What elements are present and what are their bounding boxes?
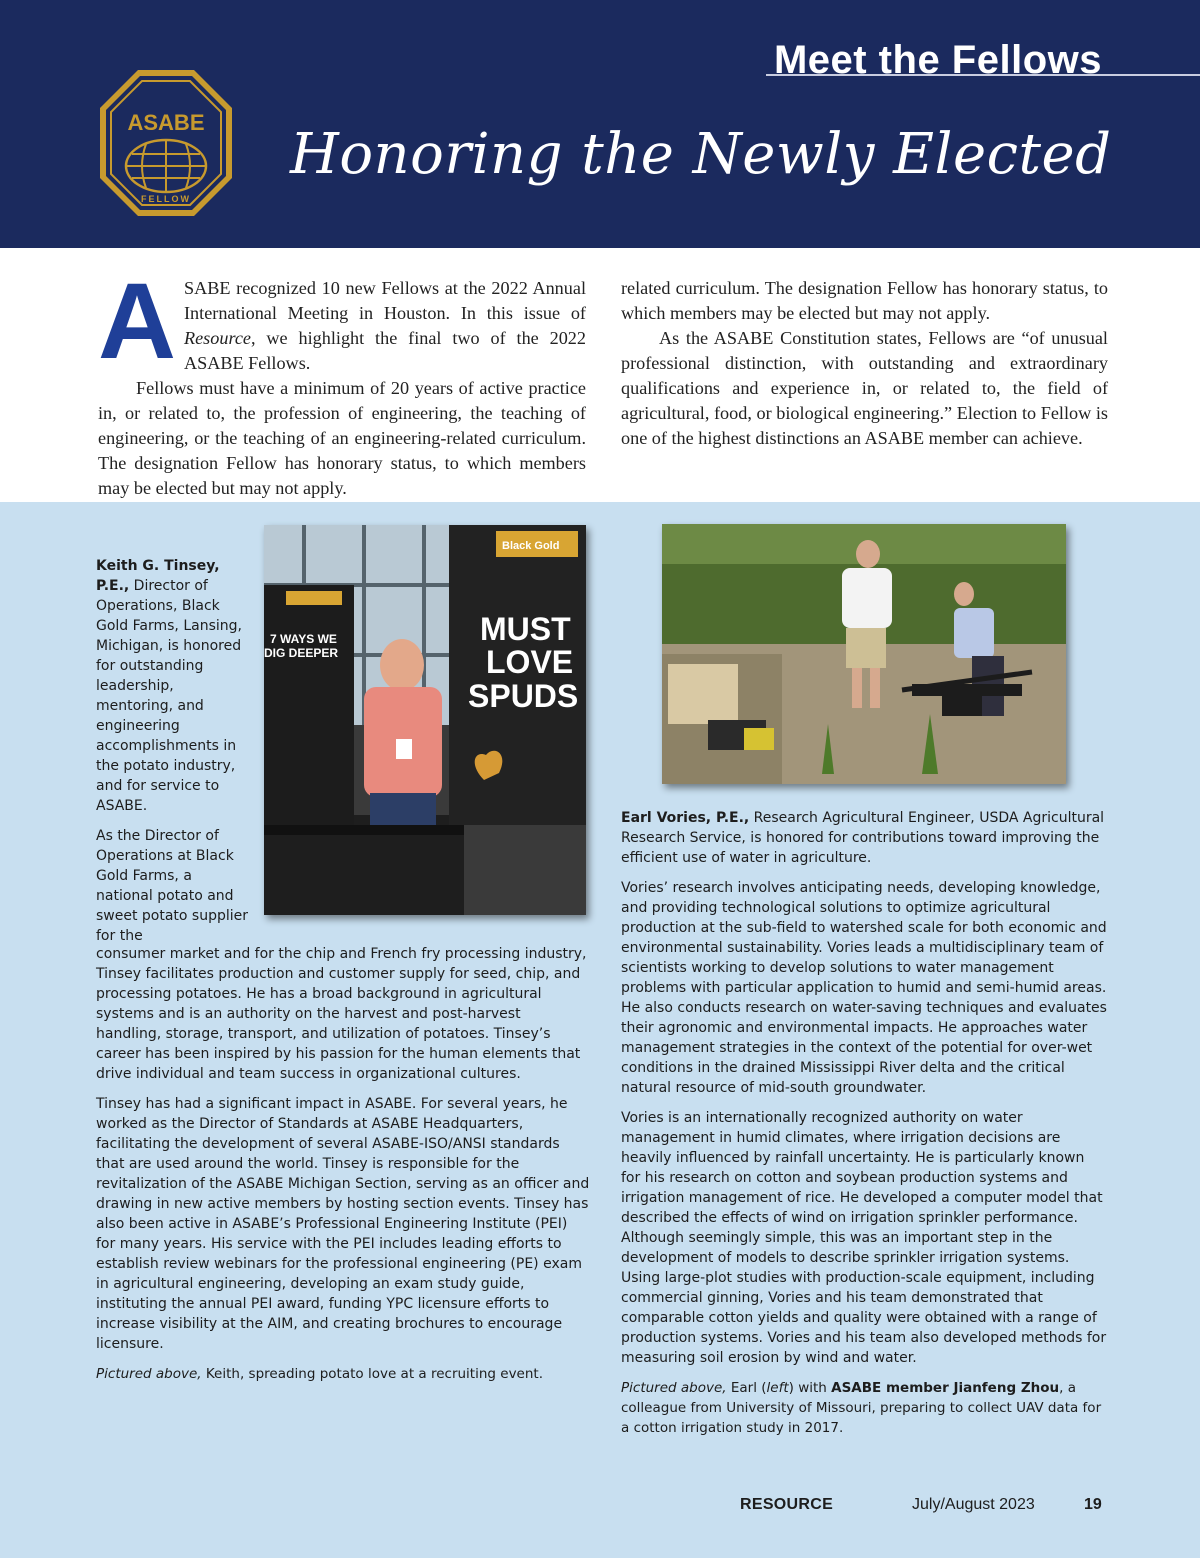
intro-paragraph-1: ASABE recognized 10 new Fellows at the 2022 Annual International Meeting in Houston. In this issue of Resource, we highlight the final two of the 2022 ASABE Fellows. xyxy=(98,260,586,381)
header-banner xyxy=(0,0,1200,248)
svg-text:DIG DEEPER: DIG DEEPER xyxy=(264,646,339,660)
asabe-fellow-logo xyxy=(98,68,234,218)
vories-paragraph-2: Vories’ research involves anticipating needs, developing knowledge, and providing technological solutions to optimize agricultural production at the sub-field to watershed scale for both economic and environmental sustainability. Vories leads a multidisciplinary team of scientists working to develop solutions to water management problems with particular application to humid and semi-humid areas. He also conducts research on water-saving techniques and evaluates their agronomic and environmental impacts. He approaches water management strategies in the context of the potential for over-wet conditions in the drained Mississippi River delta and the critical natural resource of mid-south groundwater. xyxy=(621,880,1107,1096)
footer-magazine-name: RESOURCE xyxy=(740,1496,834,1513)
tinsey-paragraph-2-end: consumer market and for the chip and French fry processing industry, Tinsey facilitates production and customer supply for seed, chip, and processing potatoes. He has a broad background in agricultural systems and is an authority on the harvest and post-harvest handling, storage, transport, and utilization of potatoes. Tinsey’s career has been inspired by his passion for the human elements that drive individual and team success in organizational cultures. xyxy=(96,946,587,1082)
intro-paragraph-2-cont: related curriculum. The designation Fellow has honorary status, to which members may be elected but may not apply. xyxy=(621,278,1108,323)
tinsey-intro-column xyxy=(96,556,252,956)
intro-left-column xyxy=(98,260,586,498)
tinsey-photo xyxy=(264,525,586,915)
tinsey-photo-caption: Pictured above, Keith, spreading potato love at a recruiting event. xyxy=(96,1366,544,1382)
tinsey-paragraph-3: Tinsey has had a significant impact in ASABE. For several years, he worked as the Director of Standards at ASABE Headquarters, facilitating the development of several ASABE-ISO/ANSI standards that are used around the world. Tinsey is responsible for the revitalization of the ASABE Michigan Section, serving as an officer and drawing in new active members by hosting section events. Tinsey has also been active in ASABE’s Professional Engineering Institute (PEI) for many years. His service with the PEI includes leading efforts to establish review webinars for the professional engineering (PE) exam in agricultural engineering, developing an exam study guide, instituting the annual PEI award, funding YPC licensure efforts to increase visibility at the AIM, and creating brochures to encourage licensure. xyxy=(96,1096,590,1352)
vories-column xyxy=(621,808,1107,1448)
svg-text:7 WAYS WE: 7 WAYS WE xyxy=(270,632,337,646)
badge-bottom-text: FELLOW xyxy=(141,194,191,204)
footer-issue-date: July/August 2023 xyxy=(912,1496,1035,1513)
intro-right-column xyxy=(621,276,1108,451)
vories-photo-caption: Pictured above, Earl (left) with ASABE member Jianfeng Zhou, a colleague from University of Missouri, preparing to collect UAV data for a cotton irrigation study in 2017. xyxy=(621,1380,1102,1436)
intro-paragraph-3: As the ASABE Constitution states, Fellows are “of unusual professional distinction, with outstanding and extraordinary qualifications and experience in, or related to, the field of agricultural, food, or biological engineering.” Election to Fellow is one of the highest distinctions an ASABE member can achieve. xyxy=(621,328,1108,448)
footer-page-number: 19 xyxy=(1084,1496,1102,1513)
page-headline: Honoring the Newly Elected xyxy=(290,122,1112,187)
tinsey-paragraph-1: Keith G. Tinsey, P.E., Director of Operations, Black Gold Farms, Lansing, Michigan, is honored for outstanding leadership, mentoring, and engineering accomplishments in the potato industry, and for service to ASABE. xyxy=(96,558,242,814)
svg-text:Black Gold: Black Gold xyxy=(502,540,560,552)
vories-photo xyxy=(662,524,1066,784)
svg-text:LOVE: LOVE xyxy=(486,644,574,680)
svg-text:SPUDS: SPUDS xyxy=(468,678,579,714)
badge-top-text: ASABE xyxy=(127,110,205,135)
intro-paragraph-2: Fellows must have a minimum of 20 years of active practice in, or related to, the profession of engineering, the teaching of engineering, or the teaching of an engineering-related curriculum. The designation Fellow has honorary status, to which members may be elected but may not apply. xyxy=(98,378,586,498)
vories-paragraph-1: Earl Vories, P.E., Research Agricultural Engineer, USDA Agricultural Research Service, is honored for contributions toward improving the efficient use of water in agriculture. xyxy=(621,810,1105,866)
drop-cap: A xyxy=(98,260,176,381)
svg-text:MUST: MUST xyxy=(480,611,571,647)
tinsey-body-column xyxy=(96,944,590,1394)
vories-paragraph-3: Vories is an internationally recognized authority on water management in humid climates, where irrigation decisions are heavily influenced by rainfall uncertainty. He is particularly known for his research on cotton and soybean production systems and irrigation management of rice. He developed a computer model that described the effects of wind on irrigation sprinkler performance. Although seemingly simple, this was an important step in the development of models to describe sprinkler irrigation systems. Using large-plot studies with production-scale equipment, including commercial ginning, Vories and his team demonstrated that comparable cotton yields and quality were obtained with a range of production systems. Vories and his team also developed methods for measuring soil erosion by wind and water. xyxy=(621,1110,1107,1366)
section-title: Meet the Fellows xyxy=(773,38,1102,82)
tinsey-paragraph-2-start: As the Director of Operations at Black Gold Farms, a national potato and sweet potato supplier for the xyxy=(96,828,249,944)
